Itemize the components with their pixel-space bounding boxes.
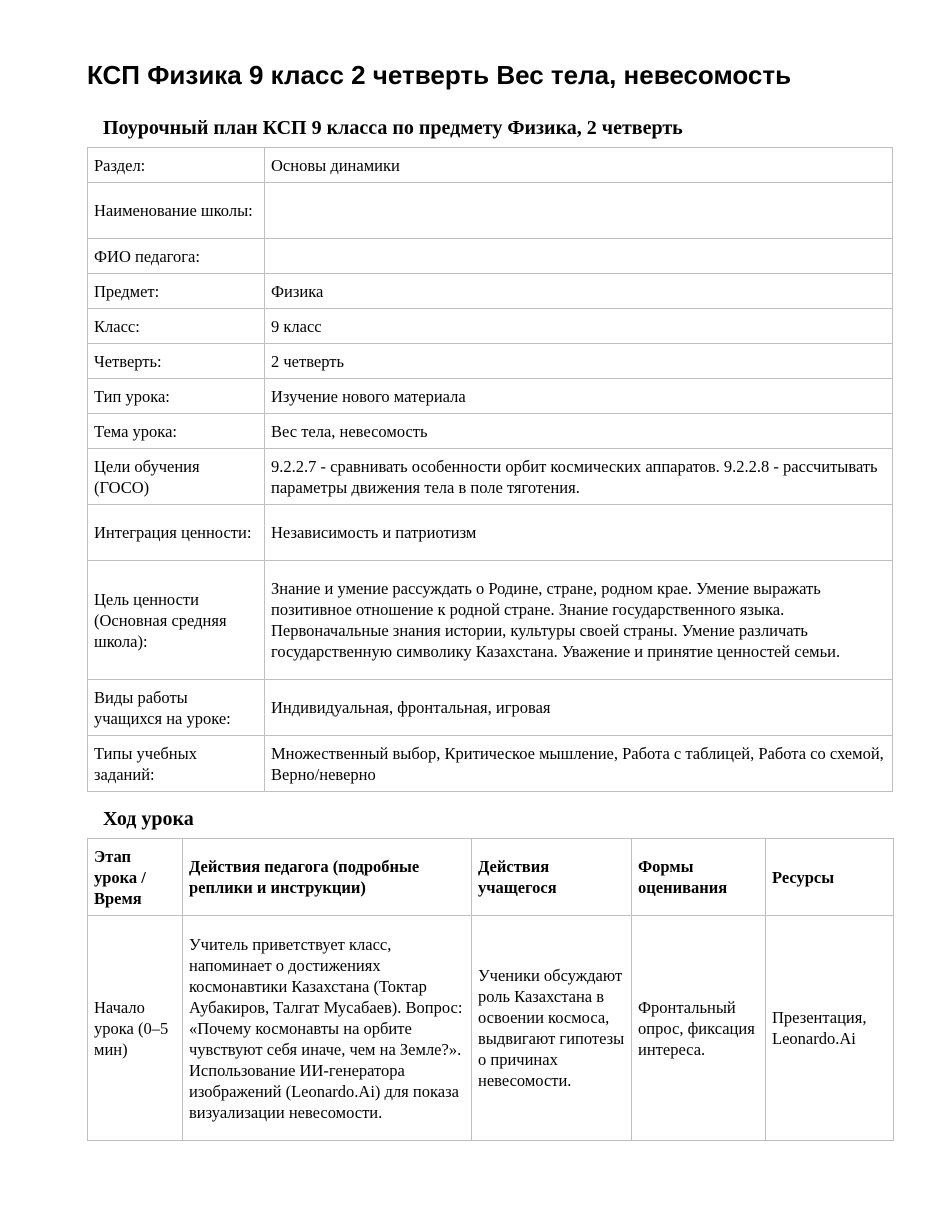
row-value: 9 класс (265, 309, 893, 344)
row-label: Цель ценности (Основная средняя школа): (88, 561, 265, 680)
row-label: ФИО педагога: (88, 239, 265, 274)
table-row (88, 239, 893, 274)
table-row (88, 736, 893, 792)
row-value: 9.2.2.7 - сравнивать особенности орбит космических аппаратов. 9.2.2.8 - рассчитывать параметры движения тела в поле тяготения. (265, 449, 893, 505)
row-value: Знание и умение рассуждать о Родине, стране, родном крае. Умение выражать позитивное отношение к родной стране. Знание государственного языка. Первоначальные знания истории, культуры своей страны. Умение различать государственную символику Казахстана. Уважение и принятие ценностей семьи. (265, 561, 893, 680)
row-value: Изучение нового материала (265, 379, 893, 414)
row-value: Основы динамики (265, 148, 893, 183)
lesson-progress-table (87, 838, 894, 1141)
row-label: Тема урока: (88, 414, 265, 449)
column-header-assessment: Формы оценивания (632, 839, 766, 916)
table-row (88, 916, 894, 1141)
table-row (88, 309, 893, 344)
student-actions-cell: Ученики обсуждают роль Казахстана в освоении космоса, выдвигают гипотезы о причинах невесомости. (472, 916, 632, 1141)
row-value: Множественный выбор, Критическое мышление, Работа с таблицей, Работа со схемой, Верно/неверно (265, 736, 893, 792)
plan-heading: Поурочный план КСП 9 класса по предмету Физика, 2 четверть (103, 117, 683, 139)
teacher-actions-cell: Учитель приветствует класс, напоминает о достижениях космонавтики Казахстана (Токтар Аубакиров, Талгат Мусабаев). Вопрос: «Почему космонавты на орбите чувствуют себя иначе, чем на Земле?». Использование ИИ-генератора изображений (Leonardo.Ai) для показа визуализации невесомости. (183, 916, 472, 1141)
row-label: Четверть: (88, 344, 265, 379)
table-header-row (88, 839, 894, 916)
stage-cell: Начало урока (0–5 мин) (88, 916, 183, 1141)
table-row (88, 505, 893, 561)
row-label: Раздел: (88, 148, 265, 183)
table-row (88, 561, 893, 680)
row-value: Независимость и патриотизм (265, 505, 893, 561)
row-label: Виды работы учащихся на уроке: (88, 680, 265, 736)
lesson-plan-table (87, 147, 893, 792)
document-title: КСП Физика 9 класс 2 четверть Вес тела, невесомость (87, 60, 792, 90)
lesson-progress-heading: Ход урока (103, 808, 194, 830)
table-row (88, 274, 893, 309)
row-value (265, 183, 893, 239)
row-label: Цели обучения (ГОСО) (88, 449, 265, 505)
row-label: Предмет: (88, 274, 265, 309)
table-row (88, 680, 893, 736)
row-label: Тип урока: (88, 379, 265, 414)
row-label: Наименование школы: (88, 183, 265, 239)
assessment-cell: Фронтальный опрос, фиксация интереса. (632, 916, 766, 1141)
row-label: Типы учебных заданий: (88, 736, 265, 792)
table-row (88, 379, 893, 414)
resources-cell: Презентация, Leonardo.Ai (766, 916, 894, 1141)
table-row (88, 449, 893, 505)
table-row (88, 344, 893, 379)
table-row (88, 148, 893, 183)
table-row (88, 183, 893, 239)
table-row (88, 414, 893, 449)
column-header-teacher-actions: Действия педагога (подробные реплики и инструкции) (183, 839, 472, 916)
column-header-student-actions: Действия учащегося (472, 839, 632, 916)
row-label: Интеграция ценности: (88, 505, 265, 561)
row-value: Индивидуальная, фронтальная, игровая (265, 680, 893, 736)
row-label: Класс: (88, 309, 265, 344)
column-header-resources: Ресурсы (766, 839, 894, 916)
column-header-stage: Этап урока / Время (88, 839, 183, 916)
row-value: Вес тела, невесомость (265, 414, 893, 449)
row-value (265, 239, 893, 274)
row-value: 2 четверть (265, 344, 893, 379)
row-value: Физика (265, 274, 893, 309)
